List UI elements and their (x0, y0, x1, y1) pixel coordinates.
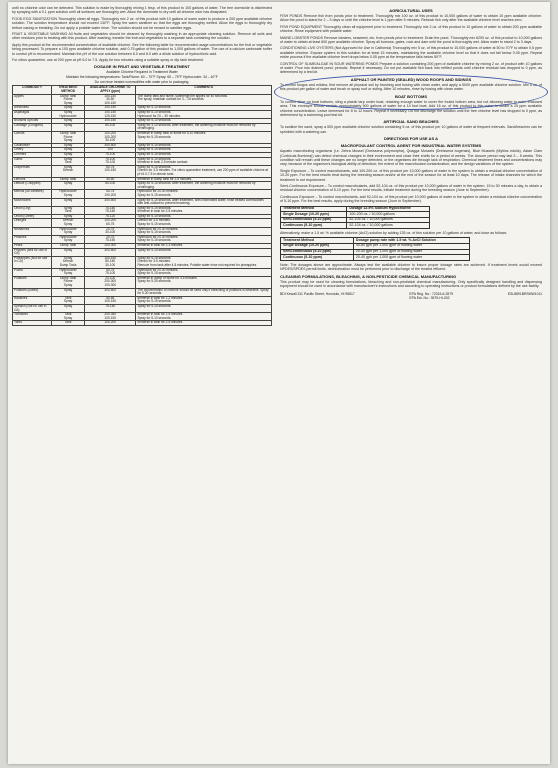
label-sheet (8, 2, 550, 764)
maine-lobster-text: MAINE LOBSTER PONDS Remove lobsters, seaweed, etc. from ponds prior to treatment. Drain the pond. Thoroughly mix 6200 oz. of this product to 10,000 gallons of water to obtain at least 600 ppm available chlorine. Spray all burrows, gates, rock and dam until the pond is thoroughly wet. Allow water to stand 2 to 3 days. (280, 35, 542, 45)
footer-epa-reg: EPA Reg. No.: 72315-6-3579 (409, 292, 454, 297)
dosage-table-header-cell: AVAILABLE CHLORINE TO APPLY (ppm) (84, 86, 135, 94)
table-cell: Melons (All varieties) (13, 190, 52, 198)
table-cell: 300-500 (84, 143, 135, 148)
table-cell: Immerse in dump tank for 2-5 minutes. (136, 177, 272, 182)
table-cell: 30-50 (84, 177, 135, 182)
table-row (13, 94, 272, 106)
table-cell: Dump Tank Flume Spray (52, 276, 85, 288)
table-cell: Hydrocool for 20-30 minutes. Spray for 5-15 seconds. (136, 190, 272, 198)
table-cell: The dump tank and flume, submerge the apples for 40 seconds. The spray, maintain contact for 3 – 15 seconds. (136, 94, 272, 106)
table-cell: Spray Tank (52, 206, 85, 214)
dosage-note-text: Note: The dosages above are approximate. Always test the available chlorine to insure proper dosage rates are achieved. If treatment levels would exceed NPDES/SPDES permit limits, dechlorination must be performed prior to discharge of the treated effluent. (280, 262, 542, 272)
table-cell: 20-40 gph per 1,000 gpm of flowing water (353, 255, 469, 261)
table-cell: Apples (13, 94, 52, 106)
dosage-table-subtitle: Available Chlorine Required in Treatment Water (106, 70, 178, 75)
table-cell: Spray for 5-15 seconds. Drench for 3-5 minutes. For citrus quarantine treatment, use 200 ppm of available chlorine at pH 6.0-7.5 in drench tank. (136, 165, 272, 177)
intro-paragraph: For citrus quarantine, use at 200 ppm at pH 6.0 to 7.5. Apply for two minutes using a suitable spray or dip tank treatment. (12, 58, 205, 63)
table-cell: Single Dosage (10-20 ppm) (281, 212, 347, 218)
table-cell: Spray for 5-10 seconds. (136, 106, 272, 111)
table-cell: Hydrocooler Spray (52, 235, 85, 243)
table-row (13, 256, 272, 268)
table-cell: Immerse in tank for 2-5 minutes. Spray for 5-10 seconds. (136, 313, 272, 321)
table-cell: Tank Spray (52, 296, 85, 304)
table-row (13, 198, 272, 206)
table-cell: Spray (52, 123, 85, 131)
table-cell: 75-150 (84, 304, 135, 312)
table-header-cell: Dosage pump rate with 1.5 wt. % AvCl Solution (353, 238, 469, 244)
table-cell: Spray for 5-15 seconds. After treatment, the adhering moisture must be removed by centrifuging. (136, 182, 272, 190)
table-cell: Potatoes (cubed) (13, 288, 52, 296)
table-cell: Yams (13, 321, 52, 326)
table-cell: Oranges (13, 219, 52, 227)
table-cell: Hydrocool for 20-30 minutes. Spray for 5-15 seconds. (136, 268, 272, 276)
dosage-table-temps: Maintain the following temperatures: Tank/Flume: 60 – 70°F Spray: 65 – 75°F Hydrocooler: 34 – 40°F (66, 75, 218, 80)
table-cell: 50-75 100-200 (84, 190, 135, 198)
table-cell: Tomatoes (13, 313, 52, 321)
table-cell: 20-75 30-100 (84, 227, 135, 235)
table-cell: Nectarines (13, 227, 52, 235)
table-cell: Immerse in dump tank or flume for 5-10 minutes. Spray for 5-15 seconds. (136, 132, 272, 144)
intro-paragraph: Apply this product at the recommended concentration of available chlorine. See the following table for recommended usage concentrations for the fruit or vegetable being processed. To prepare a 100 ppm available chlorine solution, add 0.75 gallon of this product to 1,000 gallons of water. The use of a calcium carbonate buffer to control pH is recommended. Maintain the pH of the use solution between 6.0 and 8.0 with a dilute solution of hydrochloric acid. (12, 42, 272, 56)
table-cell: Spray for 5-15 seconds. (136, 152, 272, 157)
table-cell: Spray for 5-15 seconds. (136, 304, 272, 312)
fish-equipment-text: FISH POND EQUIPMENT Thoroughly clean all equipment prior to treatment. Thoroughly mix 2 oz. of this product to 10 gallons of water to obtain 200 ppm available chlorine. Rinse equipment with potable water. (280, 24, 542, 34)
table-cell: Hydrocool for 20-30 minutes. Spray for 5-15 seconds. (136, 227, 272, 235)
footer-registration (409, 292, 453, 300)
table-header-cell: Dosage 12.5% Sodium Hypochlorite (347, 206, 430, 212)
table-cell: Potatoes (13, 276, 52, 288)
table-cell: 20-75 75-150 (84, 235, 135, 243)
table-cell: 300-500 (84, 198, 135, 206)
table-cell: Spray (52, 143, 85, 148)
table-cell: Spray for 5-15 seconds. After treatment, with chlorinated water, rinse treated commodities with anti-oxidant to prevent browning. (136, 198, 272, 206)
table-cell: Garlic (13, 157, 52, 165)
table-header-cell: Treatment Method (281, 238, 354, 244)
footer-address: BDI Kewali 311 Pacific Street, Honolulu, HI 96817 (280, 292, 355, 297)
table-cell: The concentration of chlorine should be used only if bleaching of potatoes is desirable. Spray for 5-30 seconds. (136, 288, 272, 296)
table-cell: Lemons (13, 177, 52, 182)
table-cell: Radishes (13, 296, 52, 304)
table-cell: Lettuce (Chopped) (13, 182, 52, 190)
continuous-text: Continuous Exposure – To control macrofoulants, add 52-104 oz. of this product per 10,000 gallons of water in the system to obtain a residual chlorine concentration of 5-10 ppm. For the best results, apply during the breeding season (June to September). (280, 194, 542, 204)
table-cell: Spinach (Not for use in CA) (13, 304, 52, 312)
agricultural-uses-heading: AGRICULTURAL USES (389, 8, 433, 13)
table-cell: Spray (52, 198, 85, 206)
table-row (281, 223, 430, 229)
table-cell: Hydrocooler Spray (52, 268, 85, 276)
table-cell: Immerse in tank for 1-2 minutes. Spray for 5-15 seconds. (136, 296, 272, 304)
left-column (12, 6, 272, 326)
intro-paragraph: until no chlorine odor can be detected. This solution is made by thoroughly mixing 1 tbsp. of this product to 100 gallons of water. The tree dormicide is disinfected by spraying with a 0.1 ppm solution until all surfaces are thoroughly wet. Allow the dormicide to dry until all chlorine odor has dissipated. (12, 6, 272, 15)
table-cell: Spray for 3-10 seconds. After treatment, the adhering moisture must be removed by centrifuging. (136, 123, 272, 131)
table-row (13, 321, 272, 326)
table-cell: 60-75 100-150 (84, 165, 135, 177)
table-cell: Cherries (13, 152, 52, 157)
directions-heading: DIRECTIONS FOR USE AS A (384, 136, 438, 142)
table-cell: Spray (52, 304, 85, 312)
table-cell: Dump Tank (52, 244, 85, 249)
control-slime-text: CONTROL OF SLIME/ALGAE IN SOUR WATERING PONDS Prepare a solution containing 200 ppm of available chlorine by mixing 2 oz. of product with 10 gallons of water. Pour into drained pond; periodic. Repeat if necessary. Do not put available fish back into refilled ponds until chlorine residual has dropped to 0 ppm, as determined by a test kit. (280, 61, 542, 75)
table-cell: Spray (52, 152, 85, 157)
dosage-pump-table-body (281, 243, 470, 260)
intro-paragraph: FRUIT & VEGETABLE WASHING All fruits and vegetables should be cleaned by thoroughly washing in an appropriate cleaning solution. Remove all soils and other residues prior to treating with this product. After washing, transfer the fruit and vegetables to a separate tank containing the solution. (12, 32, 272, 41)
table-cell: Single Dosage (10-20 ppm) (281, 243, 354, 249)
dosage-table (12, 85, 272, 325)
table-cell: Hydrocooler Spray (52, 227, 85, 235)
table-cell: 300-500 (84, 248, 135, 256)
asphalt-text: To control fungus and mildew, first remove all physical soil by brushing and hosing with clean water, and apply a 5000 ppm available chlorine solution. Mix 5 oz. of this product per gallon of water and brush or spray roof or siding. After 10 minutes, rinse by hosing with clean water. (280, 82, 542, 92)
macrofoulant-heading: MACROFOULANT CONTROL AGENT FOR INDUSTRIAL WATER SYSTEMS (340, 143, 482, 149)
intro-section (12, 6, 272, 62)
table-cell: Hydrocool for 20-30 minutes. Spray for 5-15 seconds. (136, 235, 272, 243)
table-cell: Onion (Green) (13, 214, 52, 219)
table-cell: Spray Tank (52, 157, 85, 165)
table-cell: 75-100 (84, 152, 135, 157)
right-column (280, 6, 542, 300)
table-cell: 20-100 200-300 100-300 (84, 276, 135, 288)
table-cell: Spray for 5-15 seconds. (136, 248, 272, 256)
table-cell: 100 (84, 148, 135, 153)
dosage-table-header-cell: COMMENTS (136, 86, 272, 94)
boat-bottoms-heading: BOAT BOTTOMS (394, 93, 428, 99)
table-row (13, 276, 272, 288)
dosage-table-title: DOSAGE IN FRUIT AND VEGETABLE TREATMENT (94, 64, 190, 70)
table-row (281, 255, 470, 261)
table-cell: Dump Tank Flume Spray (52, 94, 85, 106)
table-cell: Immerse in dump or flume for 3-5 minutes. Spray for 5-30 seconds. (136, 276, 272, 288)
sand-beaches-heading: ARTIFICIAL SAND BEACHES (383, 119, 439, 125)
table-cell: Cabbage (Chopped) (13, 123, 52, 131)
table-cell: Drench for 3-5 minutes. Spray for 5-15 seconds. (136, 219, 272, 227)
footer-epa-est: EPA Est. No.: 3579-HI-002 (409, 296, 450, 301)
table-cell: 100-200 60-75 (84, 219, 135, 227)
table-cell: 50-55 100-150 (84, 296, 135, 304)
table-cell: Carrots (13, 132, 52, 144)
table-cell: Spray for 5-15 seconds. Immerse in tank 2-5 minute contact. (136, 157, 272, 165)
table-cell: 100-150 (84, 106, 135, 111)
table-cell: Spray for 5-15 seconds. Drench for 3-5 minutes. Remove from tank after 4-8 minutes. Potable water rinse not required for pineapples. (136, 256, 272, 268)
table-cell: Tank (52, 321, 85, 326)
table-cell: Spray Drench Dump Tools (52, 256, 85, 268)
table-cell: Semi-continuous (5-10 ppm) (281, 249, 354, 255)
table-cell: Continuous (5-10 ppm) (281, 223, 347, 229)
table-cell: Pears (13, 244, 52, 249)
table-header-cell: Treatment Method (281, 206, 347, 212)
table-cell: 20-40 gph per 1,000 gpm of flowing water (353, 249, 469, 255)
table-cell: Grapefruits (13, 165, 52, 177)
table-cell: Continuous (5-10 ppm) (281, 255, 354, 261)
table-cell: 52-104 oz. / 10,000 gallons (347, 223, 430, 229)
table-cell: Spray for 5-15 seconds. (136, 214, 272, 219)
table-cell: 75-100 75-100 (84, 157, 135, 165)
fish-ponds-text: FISH PONDS Remove fish from ponds prior to treatment. Thoroughly mix 100 oz. of this product to 10,000 gallons of water to obtain 10 ppm available chlorine. Allow the pond to stand for 2 – 3 days or until the chlorine level is 1 ppm after 5 minutes. Restock fish only after the available chlorine level reaches zero. (280, 14, 542, 23)
table-cell: Plums (13, 268, 52, 276)
label-footer (280, 292, 542, 300)
dosage-table-header-cell: COMMODITY (13, 86, 52, 94)
table-cell: 80-100 (84, 123, 135, 131)
table-cell: Spray (52, 106, 85, 111)
table-cell: Hydrocooler Spray (52, 190, 85, 198)
table-row (13, 132, 272, 144)
table-cell: Spray Drench (52, 165, 85, 177)
table-cell: Asparagus (13, 111, 52, 119)
table-cell: Cauliflower (13, 143, 52, 148)
table-cell: Brussels Sprouts (13, 119, 52, 124)
table-cell: Spray Hydrocooler (52, 111, 85, 119)
table-cell: Spray (52, 214, 85, 219)
dosage-pump-table (280, 237, 470, 260)
table-cell: 100-200 oz. / 10,000 gallons (347, 212, 430, 218)
table-cell: Peaches (13, 235, 52, 243)
table-cell: Dump Tank (52, 177, 85, 182)
table-cell: 100-150 80-150 30-100 (84, 256, 135, 268)
dosage-table-header (13, 86, 272, 94)
footer-code: ESL8891BRSMW1011 (507, 292, 542, 297)
table-cell: Dump Tank Flume Spray (52, 132, 85, 144)
table-row (13, 219, 272, 227)
table-cell: 100-150 (84, 119, 135, 124)
table-cell: Semi-continuous (5-10 ppm) (281, 217, 347, 223)
table-cell: Pineapples (Not for use in CA) (13, 256, 52, 268)
table-cell: 100-200 100-200 30-100 (84, 132, 135, 144)
table-cell: Onion (Dry) (13, 206, 52, 214)
cleaning-heading: CLEANING FORMULATIONS, BLEACHING, & NON-PESTICIDE CHEMICAL MANUFACTURING (280, 273, 457, 279)
table-row (13, 190, 272, 198)
table-cell: Spray for 5-15 seconds. Immerse in tank for 2-5 minutes. (136, 206, 272, 214)
table-cell: 80-100 (84, 182, 135, 190)
table-cell: Spray (52, 288, 85, 296)
alternative-dosing-text: Alternatively, make a 1.5 wt. % available chlorine (AvCl) solution by adding 135 oz. of this solution per 10 gallons of water, and dose as follows: (280, 230, 507, 235)
table-cell: Spray for 5-15 seconds. (136, 148, 272, 153)
table-cell: 75-120 (84, 214, 135, 219)
table-row (13, 165, 272, 177)
dosage-table-body (13, 94, 272, 325)
intro-paragraph: FOOD EGG SANITIZATION Thoroughly clean all eggs. Thoroughly mix 2 oz. of this product with 10 gallons of warm water to produce a 200 ppm available chlorine solution. The solution temperature should not exceed 130°F. Spray the warm sanitizer so that the eggs are thoroughly wetted. Allow the eggs to thoroughly dry before casing or breaking. Do not apply a potable water rinse. The solution should not be reused to sanitize eggs. (12, 16, 272, 30)
semi-continuous-text: Semi-Continuous Exposure – To control macrofoulants, add 52-104 oz. of this product per 10,000 gallons of water in the system, 15 to 30 minutes a day, to obtain a residual chlorine concentration of 5-10 ppm. For the best results, initiate treatment during the breeding season (June to September). (280, 183, 542, 193)
cleaning-text: This product may be used for cleaning formulations, bleaching and non-pesticidal chemical manufacturing. Only specifically designed handling and dispensing equipment should be used in accordance with manufacturer's instructions and according to operating instructions or product formulations defined by the use facility. (280, 279, 542, 288)
table-cell: Spray for 5-10 seconds. (136, 119, 272, 124)
table-cell: Spray (52, 148, 85, 153)
table-cell: Peppers (Bell for use in CA) (13, 248, 52, 256)
boat-bottoms-text: To control slime on boat bottoms, sling a plastic tarp under boat, retaining enough water to cover the fouled bottom area, but not allowing water to enter enclosed area. This envelope should contain approximately 500 gallons of water for a 14 foot boat. Add 16 oz. of this product to this water to obtain a 25 ppm available chlorine concentration. Leave immersed for 8 to 12 hours. Repeat if necessary. Do not discharge the solution until the free chlorine level has dropped to 0 ppm, as determined by a swimming pool test kit. (280, 99, 542, 117)
table-cell: 100-150 125-150 (84, 111, 135, 119)
table-cell: Spray (52, 248, 85, 256)
dosage-oz-table-body (281, 212, 430, 229)
table-cell: 100-150 30-50 100-150 (84, 94, 135, 106)
table-cell: 52-104 oz. / 10,000 gallons (347, 217, 430, 223)
asphalt-section (280, 77, 542, 92)
single-exposure-text: Single Exposure – To control macrofoulants, add 100-200 oz. of this product per 10,000 gallons of water in the system to obtain a residual chlorine concentration of 10-20 ppm. For the best results treat during the breeding season and/or at the end of the season for at least 10 days. The release of intake channels for which the treatment is not requirement. (280, 168, 542, 182)
dosage-table-note: Do not rinse treated commodities with water prior to packaging. (94, 80, 190, 85)
table-cell: 300-500 (84, 288, 135, 296)
table-cell: Mushrooms (13, 198, 52, 206)
macrofoulant-text: Aquatic macrofouling organisms (i.e. Zebra Mussel (Dreissena polymorpha), Quagga Mussels (Dreissena bugensis), Blue Mussels (Mytilus edulis), Asian Clam (Corbicula fluminea)) can detect chemical changes in their environment and close their shells for a period of weeks. The closure period may last 3 – 5 weeks. This condition will remain until these changes are no longer detected, or the organisms die through lack of respiration. Chemical treatment times and concentrations may vary, because of the organism's biological ability of detection; the extent of the macrofoulant contamination; and the design variations of the system. (280, 149, 542, 167)
table-cell: 40-80 gph per 1,000 gpm of flowing water (353, 243, 469, 249)
table-cell: 50-75 75-100 (84, 268, 135, 276)
table-cell: Tank Spray (52, 313, 85, 321)
table-cell: Spray (52, 119, 85, 124)
table-cell: Spray for 5-10 seconds. Hydrocool for 20 – 30 minutes. (136, 111, 272, 119)
table-cell: Drench Spray (52, 219, 85, 227)
table-cell: 200-350 100-150 (84, 313, 135, 321)
table-cell: Spray (52, 182, 85, 190)
asphalt-heading: ASPHALT OR PAINTED (SEALED) WOOD ROOFS AND SIDINGS (350, 76, 472, 82)
table-cell: 100-200 (84, 321, 135, 326)
sand-beaches-text: To sanitize the sand, spray a 500 ppm available chlorine solution containing 5 oz. of this product per 10 gallons of water at frequent intervals. Sand/beaches can be sprinkled with a watering can. (280, 125, 542, 134)
table-cell: Artichokes (13, 106, 52, 111)
table-cell: Immerse in tank for 2-3 minutes. (136, 244, 272, 249)
table-cell: Immerse in tank for 2-5 minutes. (136, 321, 272, 326)
conditioning-oysters-text: CONDITIONING LIVE OYSTERS (Not Approved for Use in California) Thoroughly mix 5 oz. of this product to 10,000 gallons of water at 50 to 70°F to obtain 0.5 ppm available chlorine. Expose oysters to this solution for at least 15 minutes, maintaining the available chlorine level so that it does not fall below 0.05 ppm. Repeat entire process if the available chlorine level drops below 0.05 ppm at the temperature falls below 50°F. (280, 46, 542, 60)
dosage-table-header-cell: TREATMENT METHOD (52, 86, 85, 94)
table-cell: Spray for 5-15 seconds. (136, 143, 272, 148)
table-cell: 75-150 75-150 (84, 206, 135, 214)
dosage-oz-table (280, 206, 430, 229)
table-cell: 200-300 (84, 244, 135, 249)
table-cell: Celery (13, 148, 52, 153)
